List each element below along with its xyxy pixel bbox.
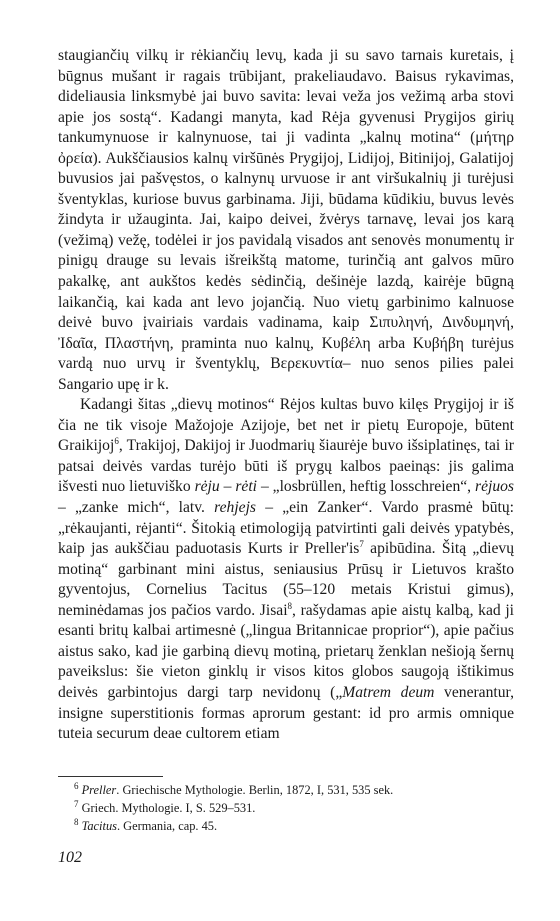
footnote-8-number: 8 — [74, 816, 79, 827]
quote-matrem-deum: Matrem deum — [342, 683, 435, 701]
paragraph-1: staugiančių vilkų ir rėkiančių levų, kada ji su savo tarnais kuretais, į būgnus mušant ir ragais trūbijant, prakeliaudavo. Baisus rykavimas, dideliausia linksmybė jai buvo savita: levai veža jos vežimą arba stovi apie jos sostą“. Kadangi manyta, kad Rėja gyvenusi Prygijos girių tankumynuose ir kalnynuose, tai ji vadinta „kalnų motina“ (μήτηρ ὀρεία). Aukščiausios kalnų viršūnės Prygijoj, Lidijoj, Bitinijoj, Galatijoj buvusios jai pašvęstos, o kalnynų urvuose ir ant viršukalnių ji turėjusi šventyklas, kuriose buvus garbinama. Jiji, būdama kūdikiu, buvus levės žindyta ir užauginta. Jai, kaipo deivei, žvėrys tarnavę, levai jos karą (vežimą) vežę, todėlei ir jos pavidalą visados ant senovės monumentų ir pinigų drauge su levais išreikštą matome, turinčią ant galvos mūro pakalkę, ant aukštos kedės sėdinčią, dešinėje lazdą, kairėje būgną laikančią, kai kada ant levo jojančią. Nuo vietų garbinimo kalnuose deivė buvo įvairiais vardais vadinama, kaip Σιπυληνή, Δινδυμηνή, Ἰδαῖα, Πλαστήνη, praminta nuo kalnų, Κυβέλη arba Κυβήβη turėjus vardą nuo urvų ir šventyklų, Βερεκυντία– nuo senos pilies palei Sangario upę ir k. — [58, 47, 514, 393]
footnotes — [74, 781, 514, 835]
paragraph-2-text-e: – „ein Zanker“. Vardo prasmė būtų: „rėkaujanti, rėjanti“. Šitokią etimologiją patvirtinti gali deivės ypatybės, kaip jas aukščiau paduotasis Kurts ir Preller'is — [58, 499, 514, 558]
paragraph-2-text-c: – „losbrüllen, heftig losschreien“, — [257, 478, 476, 496]
footnote-6-text: . Griechische Mythologie. Berlin, 1872, I, 531, 535 sek. — [116, 783, 394, 797]
term-reju: rėju – rėti — [194, 478, 258, 496]
paragraph-2-text-g: , rašydamas apie aistų kalbą, kad ji esanti britų kalbai artimesnė („lingua Britannicae proprior“), apie pačius aistus sako, kad jie garbiną dievų motiną, prietarų ženklan nešioją šernų paveikslus: šie vieton ginklų ir visos kitos globos saugoją ištikimus deivės garbintojus dargi tarp nevidonų („ — [58, 601, 514, 701]
footnote-ref-7: 7 — [359, 538, 364, 549]
page-number: 102 — [58, 849, 82, 866]
footnote-divider — [58, 776, 163, 777]
term-rejuos: rėjuos — [475, 478, 514, 496]
footnote-8 — [74, 817, 514, 835]
footnote-7 — [74, 799, 514, 817]
page-body — [58, 46, 514, 745]
footnote-6-number: 6 — [74, 780, 79, 791]
paragraph-2-text-a: Kadangi šitas „dievų motinos“ Rėjos kultas buvo kilęs Prygijoj ir iš čia ne tik visoje Mažojoje Azijoje, bet net ir pietų Europoje, būtent Graikijoj — [58, 396, 514, 455]
paragraph-2 — [58, 395, 514, 744]
paragraph-2-text-b: , Trakijoj, Dakijoj ir Juodmarių šiaurėje buvo išsiplatinęs, tai ir patsai deivės vardas turėjo būti iš prygų kalbos paeinąs: jis galima išvesti nuo lietuviško — [58, 437, 514, 496]
footnote-7-text: Griech. Mythologie. I, S. 529–531. — [81, 801, 256, 815]
footnote-8-text: . Germania, cap. 45. — [116, 819, 218, 833]
footnote-ref-6: 6 — [114, 436, 119, 447]
footnote-6 — [74, 781, 514, 799]
footnote-7-number: 7 — [74, 798, 79, 809]
footnote-ref-8: 8 — [287, 600, 293, 611]
footnote-8-author: Tacitus — [81, 819, 117, 833]
paragraph-2-text-h: venerantur, insigne superstitionis formas aprorum gestant: id pro armis omnique tuteia securum deae cultorem etiam — [58, 683, 514, 743]
paragraph-2-text-f: apibūdina. Šitą „dievų motiną“ garbinant mini aistus, seniausius Prūsų ir Lietuvos krašto gyventojus, Cornelius Tacitus (55–120 metais Kristui gimus), neminėdamas jos pačios vardo. Jisai — [58, 540, 514, 619]
footnote-6-author: Preller — [81, 783, 117, 797]
term-rehjejs: rehjejs — [214, 499, 257, 517]
paragraph-2-text-d: – „zanke mich“, latv. — [58, 499, 215, 517]
